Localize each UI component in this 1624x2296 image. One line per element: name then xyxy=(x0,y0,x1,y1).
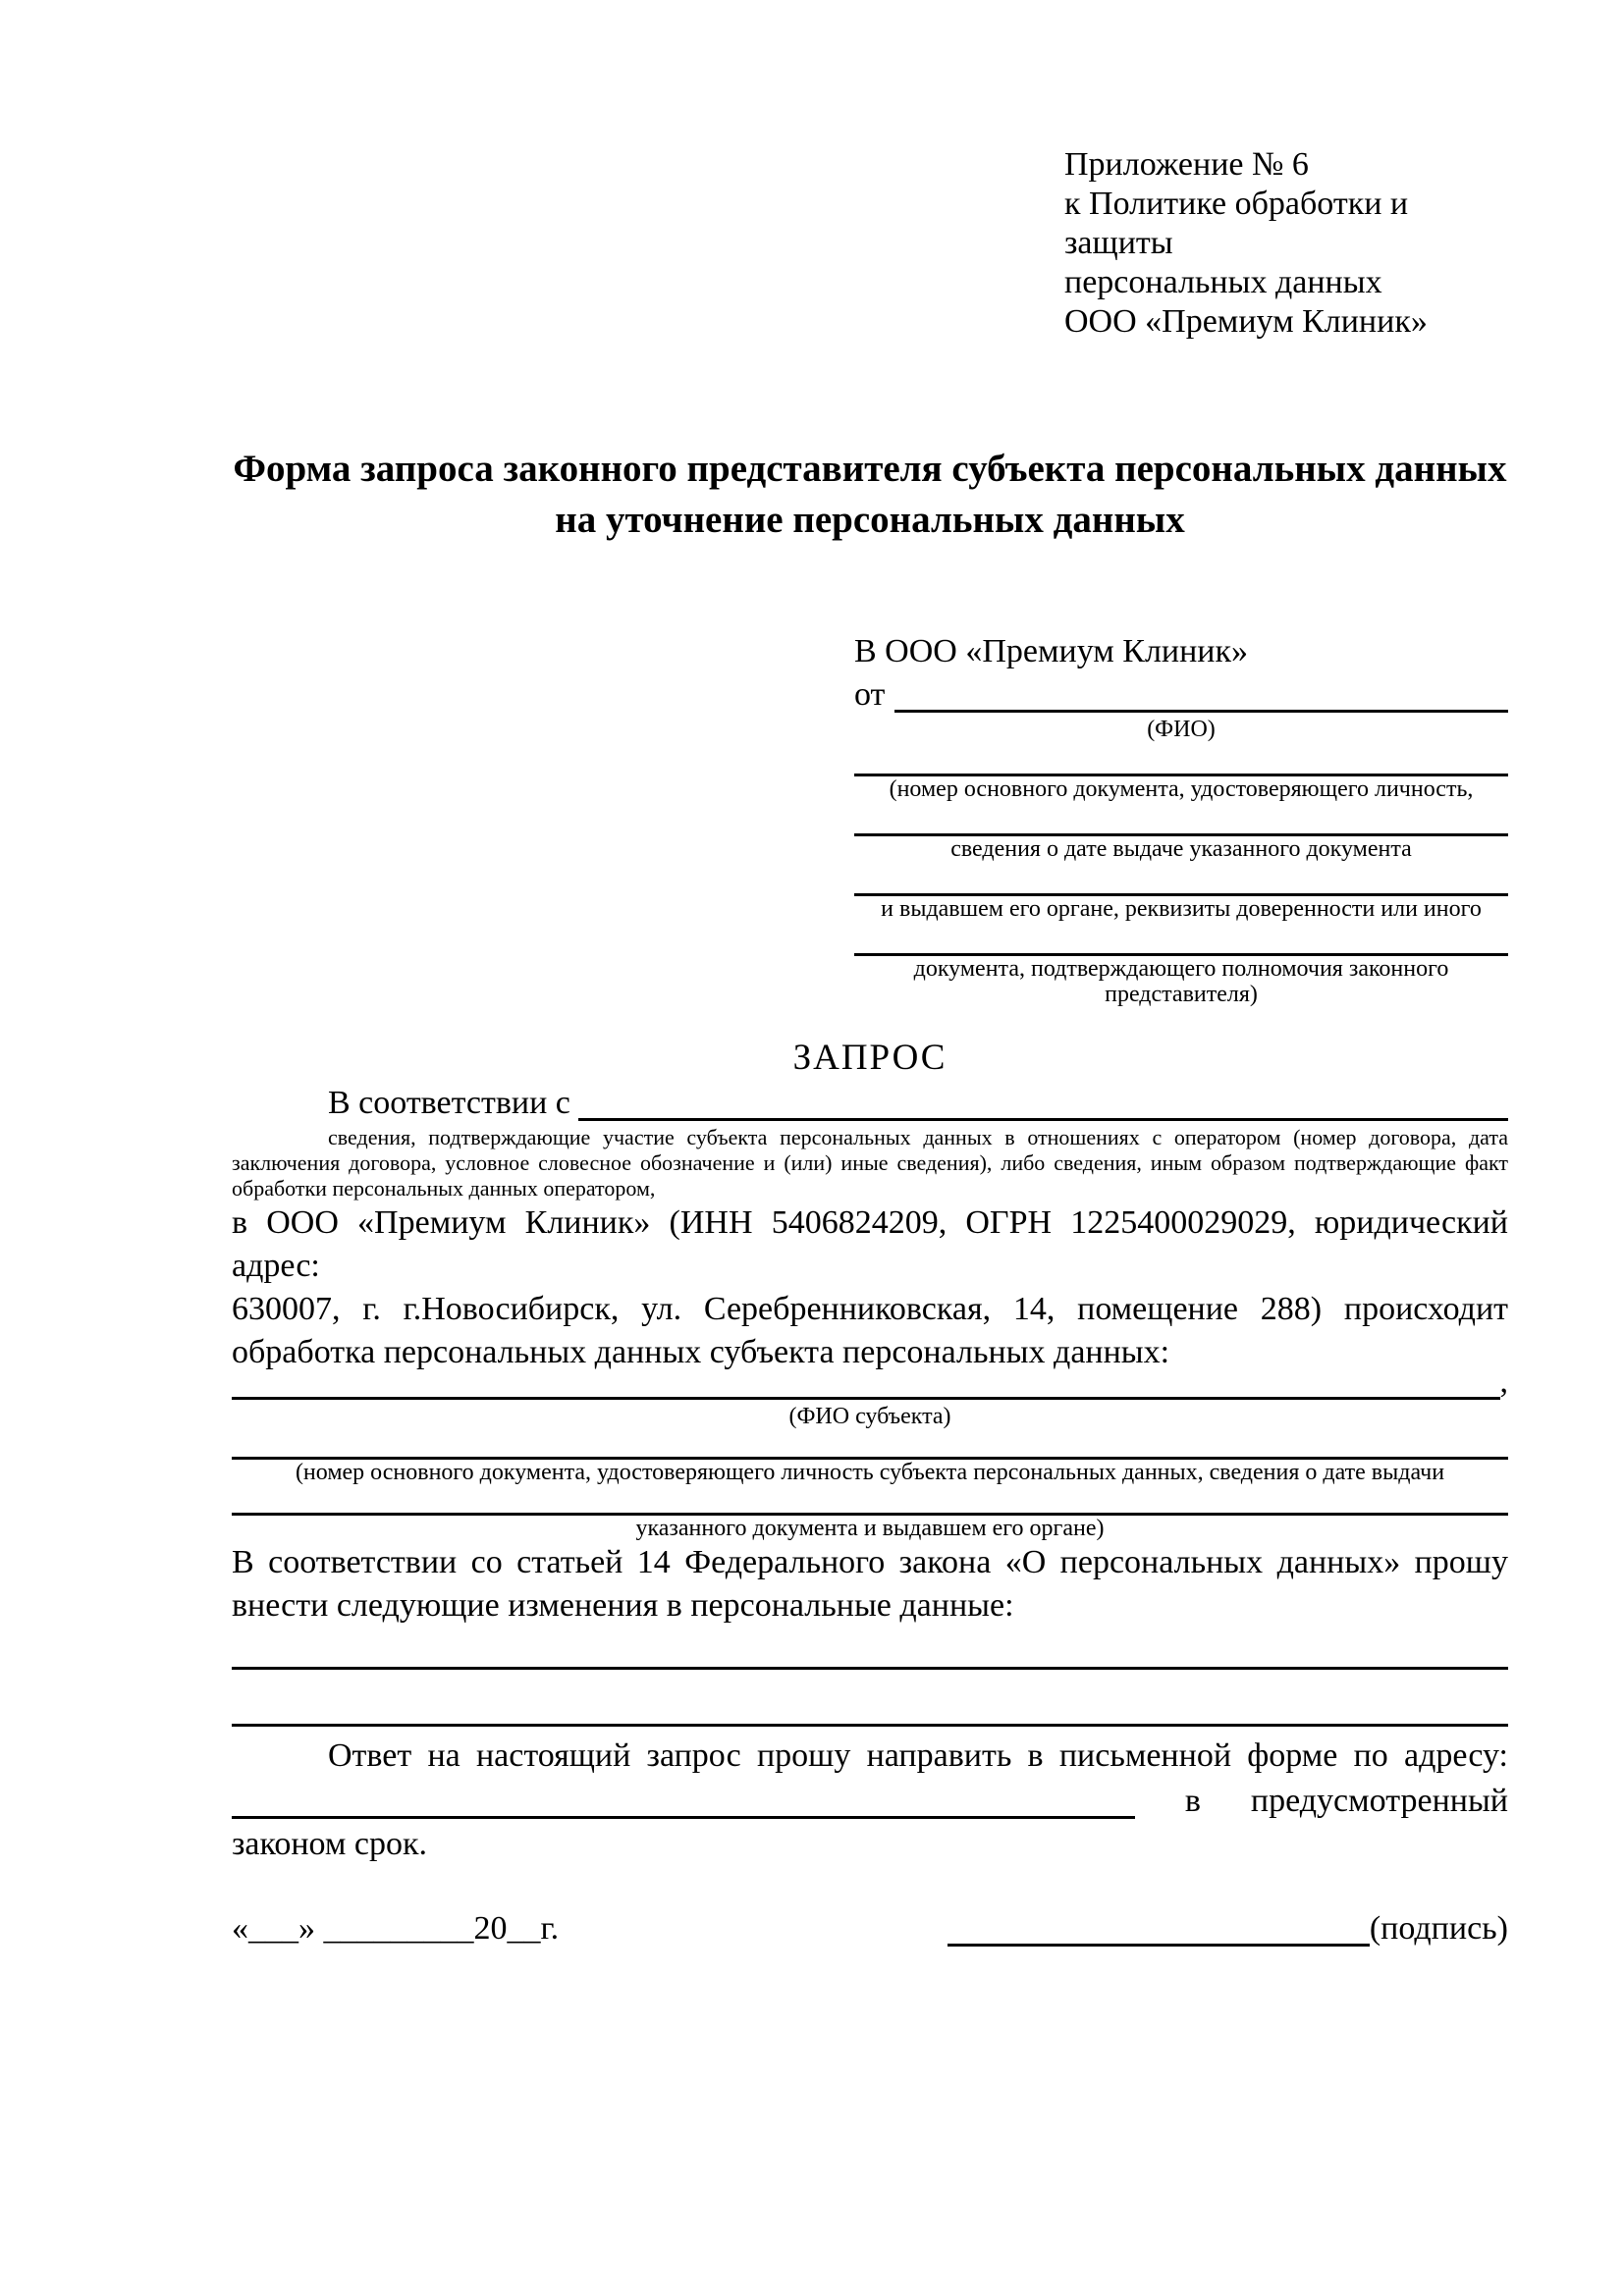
doc-caption-1: (номер основного документа, удостоверяющего личность, xyxy=(889,776,1474,802)
subject-fio-row xyxy=(232,1363,1508,1404)
doc-blank-line-4 xyxy=(854,922,1508,956)
request-heading: ЗАПРОС xyxy=(792,1038,947,1078)
subject-doc-blank-line-2 xyxy=(232,1485,1508,1516)
footnote-line: обработки персональных данных оператором, xyxy=(232,1176,656,1201)
subject-fio-comma: , xyxy=(1499,1363,1508,1400)
law-paragraph xyxy=(232,1541,1508,1628)
operator-line: в ООО «Премиум Клиник» (ИНН 5406824209, ОГРН 1225400029029, юридический адрес: xyxy=(232,1204,1508,1284)
form-title-line-2: на уточнение персональных данных xyxy=(555,499,1185,541)
footnote-line: сведения, подтверждающие участие субъекта персональных данных в отношениях с оператором (номер договора, дата xyxy=(328,1125,1508,1149)
subject-doc-caption-1: (номер основного документа, удостоверяющего личность субъекта персональных данных, сведения о дате выдачи xyxy=(295,1460,1445,1485)
reply-word-2: предусмотренный xyxy=(1250,1783,1508,1819)
addressee-block xyxy=(854,630,1508,1007)
fio-caption: (ФИО) xyxy=(1147,717,1216,742)
basis-blank-line xyxy=(578,1118,1508,1121)
amendment-blank-line-2 xyxy=(232,1670,1508,1727)
request-intro-row xyxy=(232,1080,1508,1125)
subject-doc-caption-2: указанного документа и выдавшем его органе) xyxy=(635,1516,1105,1541)
footer-row xyxy=(232,1907,1508,1950)
form-title xyxy=(232,444,1508,546)
subject-fio-blank-line xyxy=(232,1397,1500,1400)
doc-blank-line-1 xyxy=(854,742,1508,776)
reply-address-blank-line xyxy=(232,1816,1135,1819)
footnote-line: заключения договора, условное словесное обозначение и (или) иные сведения), либо сведения, иным образом подтверждающие факт xyxy=(232,1150,1508,1175)
reply-line-1: Ответ на настоящий запрос прошу направить в письменной форме по адресу: xyxy=(328,1737,1508,1774)
doc-caption-2: сведения о дате выдаче указанного документа xyxy=(950,836,1412,862)
appendix-line: к Политике обработки и защиты xyxy=(1064,186,1409,261)
amendment-blank-line-1 xyxy=(232,1628,1508,1670)
appendix-line: персональных данных xyxy=(1064,264,1382,300)
operator-line: обработка персональных данных субъекта персональных данных: xyxy=(232,1334,1170,1370)
date-field: «___» _________20__г. xyxy=(232,1910,560,1947)
reply-line-2 xyxy=(232,1778,1508,1823)
signature-group xyxy=(947,1907,1508,1950)
appendix-line: ООО «Премиум Клиник» xyxy=(1064,303,1428,340)
operator-line: 630007, г. г.Новосибирск, ул. Серебренниковская, 14, помещение 288) происходит xyxy=(232,1291,1508,1327)
form-title-line-1: Форма запроса законного представителя субъекта персональных данных xyxy=(233,448,1507,490)
signature-blank-line xyxy=(947,1944,1370,1947)
request-intro-prefix: В соответствии с xyxy=(328,1085,570,1121)
basis-footnote xyxy=(232,1125,1508,1201)
subject-fio-caption: (ФИО субъекта) xyxy=(788,1404,951,1429)
addressee-from-row xyxy=(854,673,1508,717)
operator-paragraph xyxy=(232,1201,1508,1374)
signature-caption: (подпись) xyxy=(1369,1910,1508,1947)
doc-blank-line-2 xyxy=(854,802,1508,836)
subject-doc-blank-line-1 xyxy=(232,1429,1508,1460)
doc-caption-4: документа, подтверждающего полномочия законного представителя) xyxy=(913,956,1449,1007)
law-line: внести следующие изменения в персональные данные: xyxy=(232,1587,1014,1624)
appendix-block xyxy=(1064,145,1508,342)
doc-caption-3: и выдавшем его органе, реквизиты доверенности или иного xyxy=(881,896,1482,922)
appendix-line: Приложение № 6 xyxy=(1064,146,1309,183)
doc-blank-line-3 xyxy=(854,862,1508,896)
addressee-to: В ООО «Премиум Клиник» xyxy=(854,633,1249,669)
from-label: от xyxy=(854,676,886,713)
reply-word-1: в xyxy=(1184,1783,1201,1819)
fio-blank-line xyxy=(894,710,1508,713)
reply-line-3: законом срок. xyxy=(232,1826,427,1862)
law-line: В соответствии со статьей 14 Федерального закона «О персональных данных» прошу xyxy=(232,1544,1508,1580)
